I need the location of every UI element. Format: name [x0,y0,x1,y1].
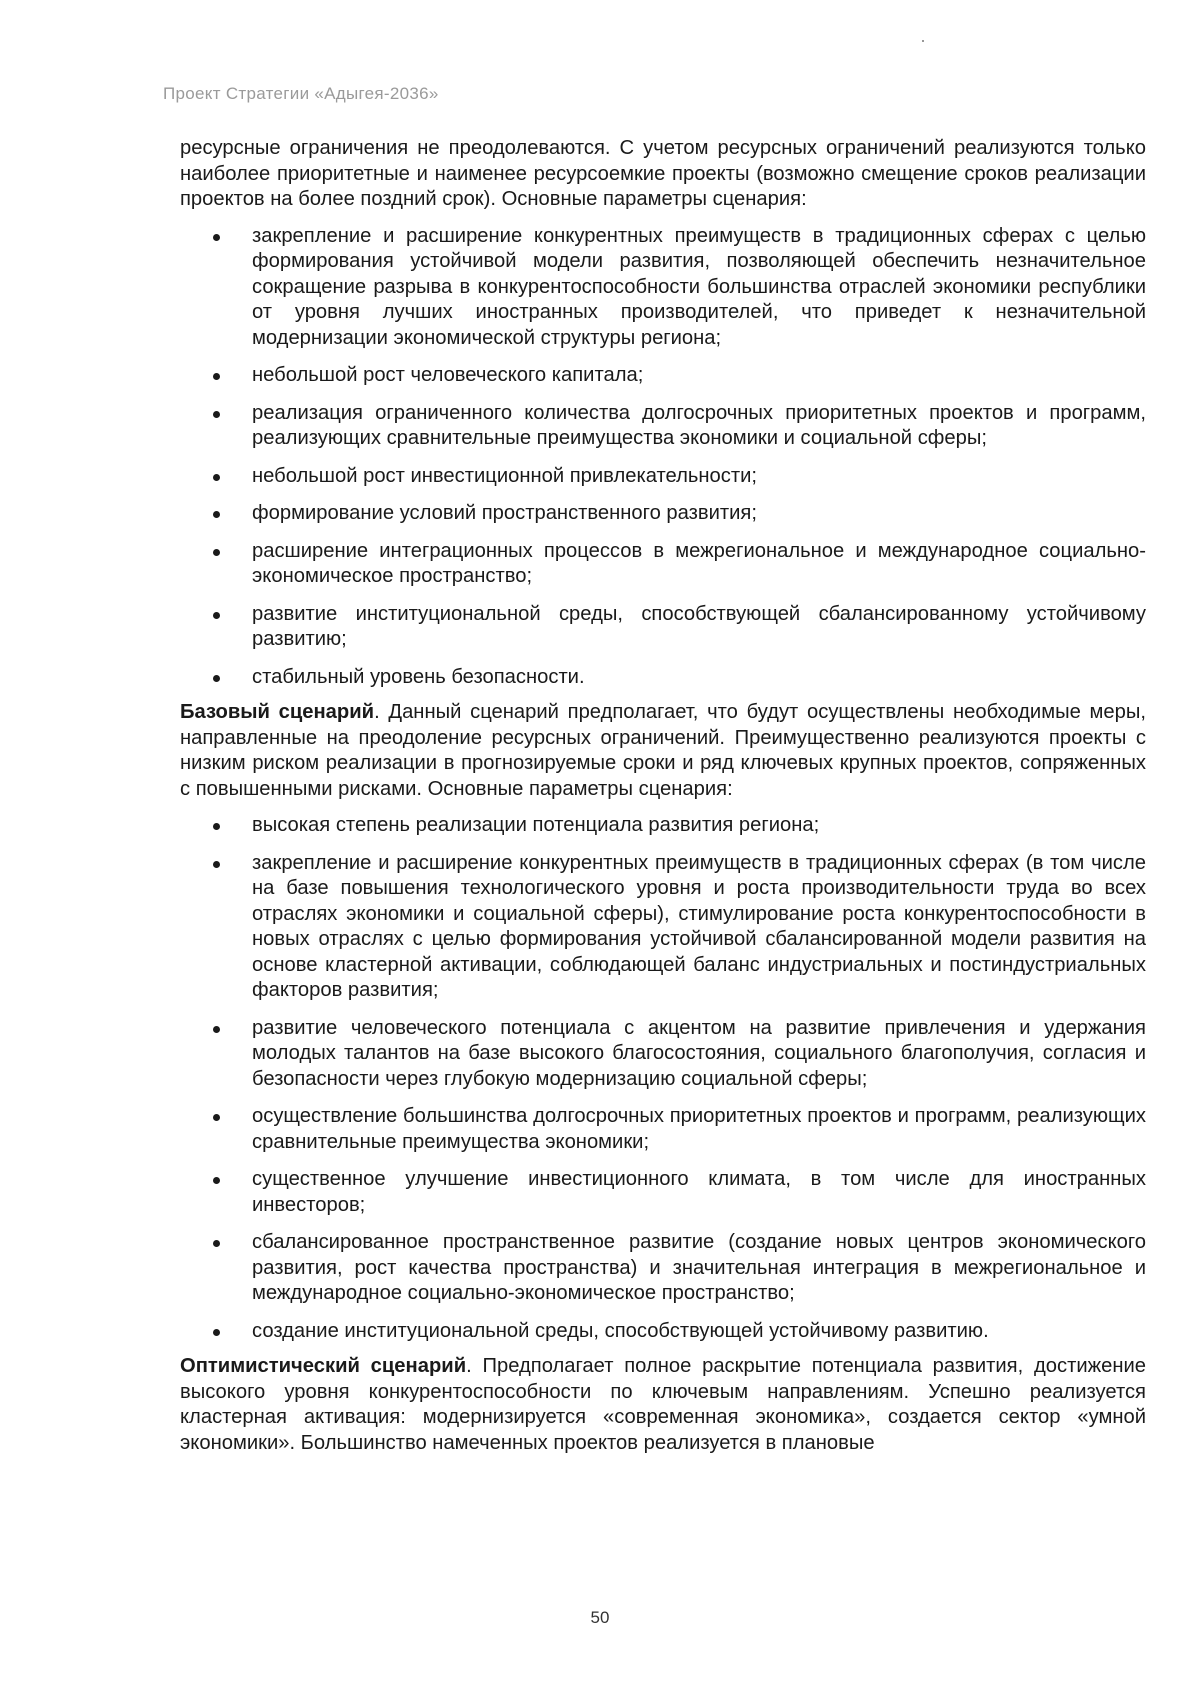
list-item: стабильный уровень безопасности. [180,665,1146,691]
list-item: развитие человеческого потенциала с акцентом на развитие привлечения и удержания молодых талантов на базе высокого благосостояния, социального благополучия, согласия и безопасности через глубокую модернизацию социальной сферы; [180,1016,1146,1093]
bullet-icon [213,612,220,619]
bullet-icon [213,549,220,556]
list-item: сбалансированное пространственное развитие (создание новых центров экономического развития, рост качества пространства) и значительная интеграция в межрегиональное и международное социально-экономическое пространство; [180,1230,1146,1307]
list-item: создание институциональной среды, способствующей устойчивому развитию. [180,1319,1146,1345]
list-item: существенное улучшение инвестиционного климата, в том числе для иностранных инвесторов; [180,1167,1146,1218]
optimistic-scenario-title: Оптимистический сценарий [180,1355,467,1377]
scan-speck [922,40,924,42]
bullet-icon [213,474,220,481]
running-header: Проект Стратегии «Адыгея-2036» [163,84,439,103]
list-item: развитие институциональной среды, способствующей сбалансированному устойчивому развитию; [180,602,1146,653]
bullet-icon [213,1329,220,1336]
bullet-icon [213,511,220,518]
list-item: высокая степень реализации потенциала развития региона; [180,813,1146,839]
list-item: небольшой рост инвестиционной привлекательности; [180,464,1146,490]
list-item: расширение интеграционных процессов в межрегиональное и международное социально-экономическое пространство; [180,539,1146,590]
bullet-icon [213,1177,220,1184]
list-item: небольшой рост человеческого капитала; [180,363,1146,389]
bullet-icon [213,823,220,830]
list-item: реализация ограниченного количества долгосрочных приоритетных проектов и программ, реализующих сравнительные преимущества экономики и социальной сферы; [180,401,1146,452]
base-scenario-paragraph [180,700,1146,802]
list-item: формирование условий пространственного развития; [180,501,1146,527]
conservative-scenario-list [180,224,1146,691]
bullet-icon [213,1114,220,1121]
bullet-icon [213,1026,220,1033]
base-scenario-text: . Данный сценарий предполагает, что будут осуществлены необходимые меры, направленные на преодоление ресурсных ограничений. Преимущественно реализуются проекты с низким риском реализации в прогнозируемые сроки и ряд ключевых крупных проектов, сопряженных с повышенными рисками. Основные параметры сценария: [180,701,1147,800]
optimistic-scenario-text: . Предполагает полное раскрытие потенциала развития, достижение высокого уровня конкурентоспособности по ключевым направлениям. Успешно реализуется кластерная активация: модернизируется «современная экономика», создается сектор «умной экономики». Большинство намеченных проектов реализуется в плановые [180,1355,1146,1454]
page-content [180,136,1146,1456]
optimistic-scenario-paragraph [180,1354,1146,1456]
bullet-icon [213,234,220,241]
bullet-icon [213,373,220,380]
list-item: закрепление и расширение конкурентных преимуществ в традиционных сферах (в том числе на базе повышения технологического уровня и роста производительности труда во всех отраслях экономики и социальной сферы), стимулирование роста конкурентоспособности в новых отраслях с целью формирования устойчивой сбалансированной модели развития на основе кластерной активации, соблюдающей баланс индустриальных и постиндустриальных факторов развития; [180,851,1146,1004]
intro-paragraph: ресурсные ограничения не преодолеваются. С учетом ресурсных ограничений реализуются только наиболее приоритетные и наименее ресурсоемкие проекты (возможно смещение сроков реализации проектов на более поздний срок). Основные параметры сценария: [180,137,1146,210]
list-item: закрепление и расширение конкурентных преимуществ в традиционных сферах с целью формирования устойчивой модели развития, позволяющей обеспечить незначительное сокращение разрыва в конкурентоспособности большинства отраслей экономики республики от уровня лучших иностранных производителей, что приведет к незначительной модернизации экономической структуры региона; [180,224,1146,352]
page-number: 50 [590,1608,610,1627]
base-scenario-list [180,813,1146,1344]
base-scenario-title: Базовый сценарий [180,701,375,723]
list-item: осуществление большинства долгосрочных приоритетных проектов и программ, реализующих сравнительные преимущества экономики; [180,1104,1146,1155]
bullet-icon [213,675,220,682]
bullet-icon [213,1240,220,1247]
bullet-icon [213,411,220,418]
bullet-icon [213,861,220,868]
